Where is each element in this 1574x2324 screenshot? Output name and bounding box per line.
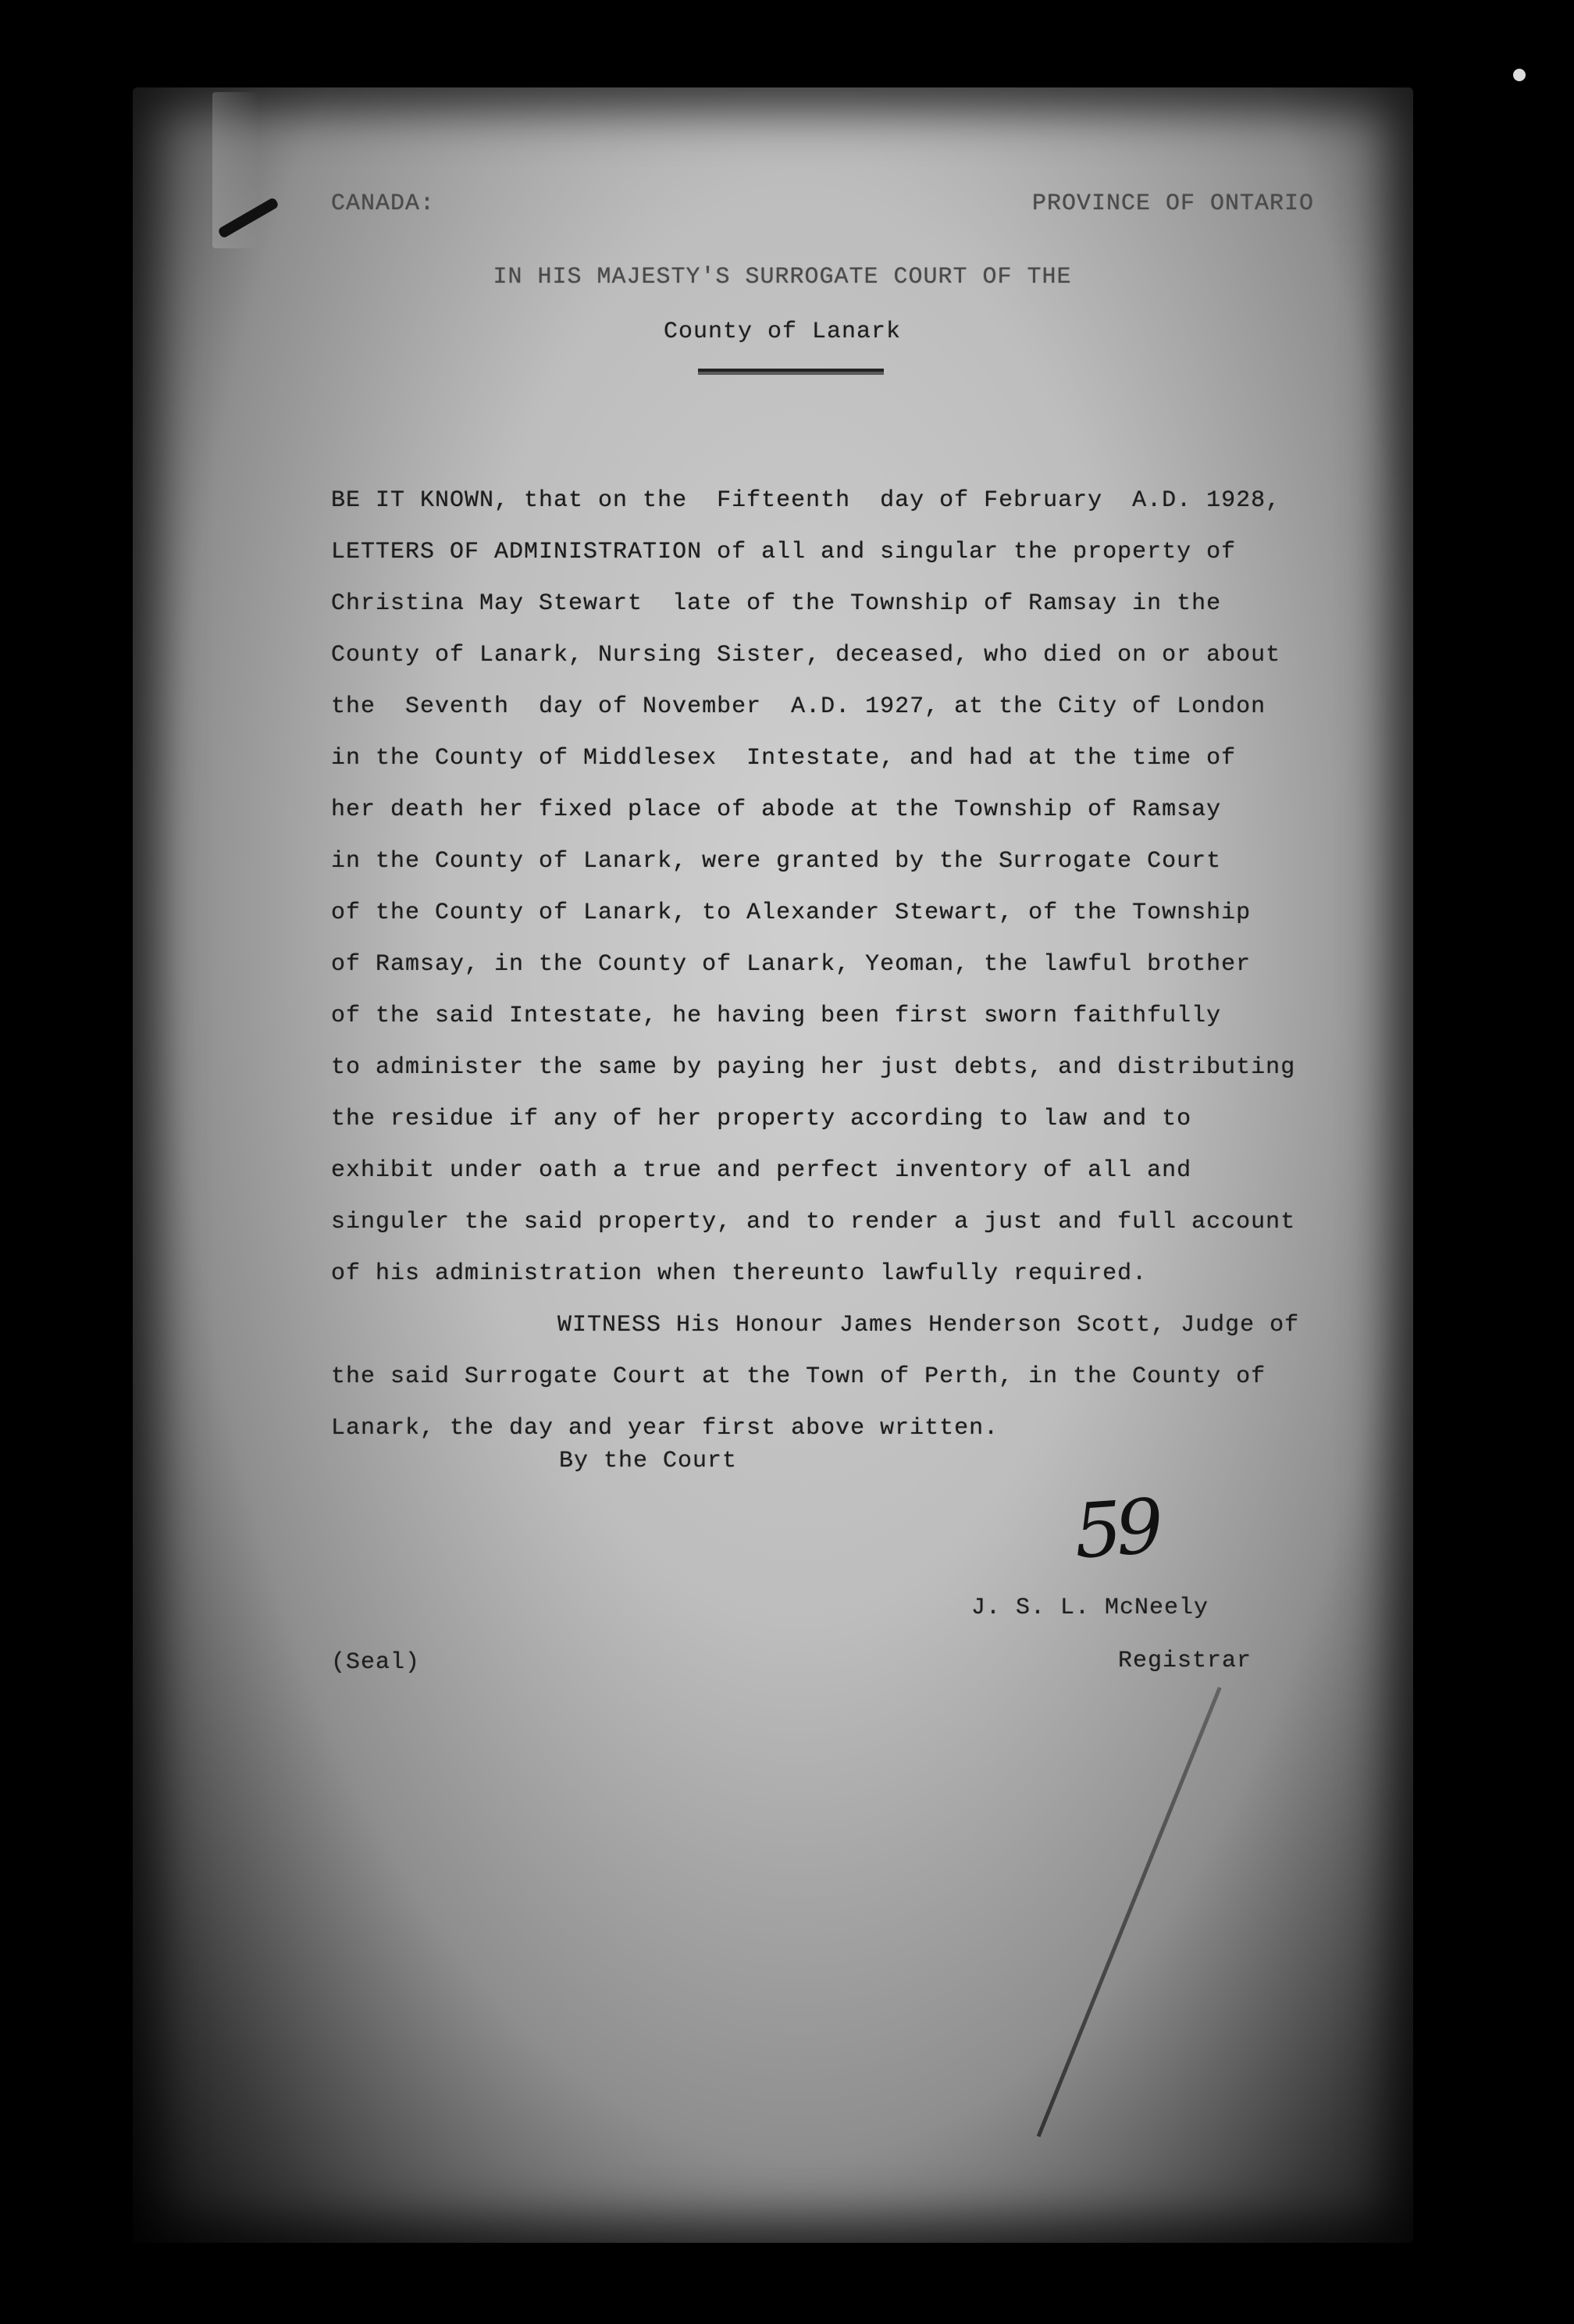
body-line: LETTERS OF ADMINISTRATION of all and singular the property of [331, 539, 1237, 565]
body-line: the Seventh day of November A.D. 1927, at the City of London [331, 693, 1266, 720]
body-line: the residue if any of her property according to law and to [331, 1106, 1192, 1132]
body-line: of the County of Lanark, to Alexander Stewart, of the Township [331, 900, 1252, 926]
seal-label: (Seal) [331, 1649, 421, 1676]
body-line: in the County of Middlesex Intestate, and had at the time of [331, 745, 1237, 772]
court-title: IN HIS MAJESTY'S SURROGATE COURT OF THE [493, 264, 1072, 290]
film-punch-mark [1513, 69, 1526, 81]
body-line: singuler the said property, and to render a just and full account [331, 1209, 1296, 1235]
body-line: in the County of Lanark, were granted by the Surrogate Court [331, 848, 1222, 875]
handwritten-page-number: 59 [1071, 1482, 1160, 1576]
body-line: of his administration when thereunto lawfully required. [331, 1260, 1148, 1287]
body-line: County of Lanark, Nursing Sister, deceased, who died on or about [331, 642, 1281, 668]
witness-line: the said Surrogate Court at the Town of Perth, in the County of [331, 1363, 1266, 1390]
court-county: County of Lanark [663, 319, 902, 345]
body-line: her death her fixed place of abode at the Township of Ramsay [331, 797, 1222, 823]
header-country: CANADA: [331, 191, 436, 217]
body-line: to administer the same by paying her just debts, and distributing [331, 1054, 1296, 1081]
body-line: Christina May Stewart late of the Township of Ramsay in the [331, 590, 1222, 617]
body-line: exhibit under oath a true and perfect inventory of all and [331, 1157, 1192, 1184]
title-underline [698, 369, 884, 372]
letters-of-administration-text [331, 475, 1330, 1454]
witness-line: Lanark, the day and year first above written. [331, 1415, 999, 1442]
body-line: of Ramsay, in the County of Lanark, Yeoman, the lawful brother [331, 951, 1252, 978]
header-province: PROVINCE OF ONTARIO [1032, 191, 1315, 217]
registrar-name: J. S. L. McNeely [971, 1595, 1209, 1621]
by-the-court: By the Court [559, 1448, 738, 1474]
body-line: BE IT KNOWN, that on the Fifteenth day of February A.D. 1928, [331, 487, 1281, 514]
body-line: of the said Intestate, he having been first sworn faithfully [331, 1003, 1222, 1029]
witness-line: WITNESS His Honour James Henderson Scott, Judge of [557, 1312, 1300, 1338]
registrar-title: Registrar [1118, 1648, 1252, 1674]
